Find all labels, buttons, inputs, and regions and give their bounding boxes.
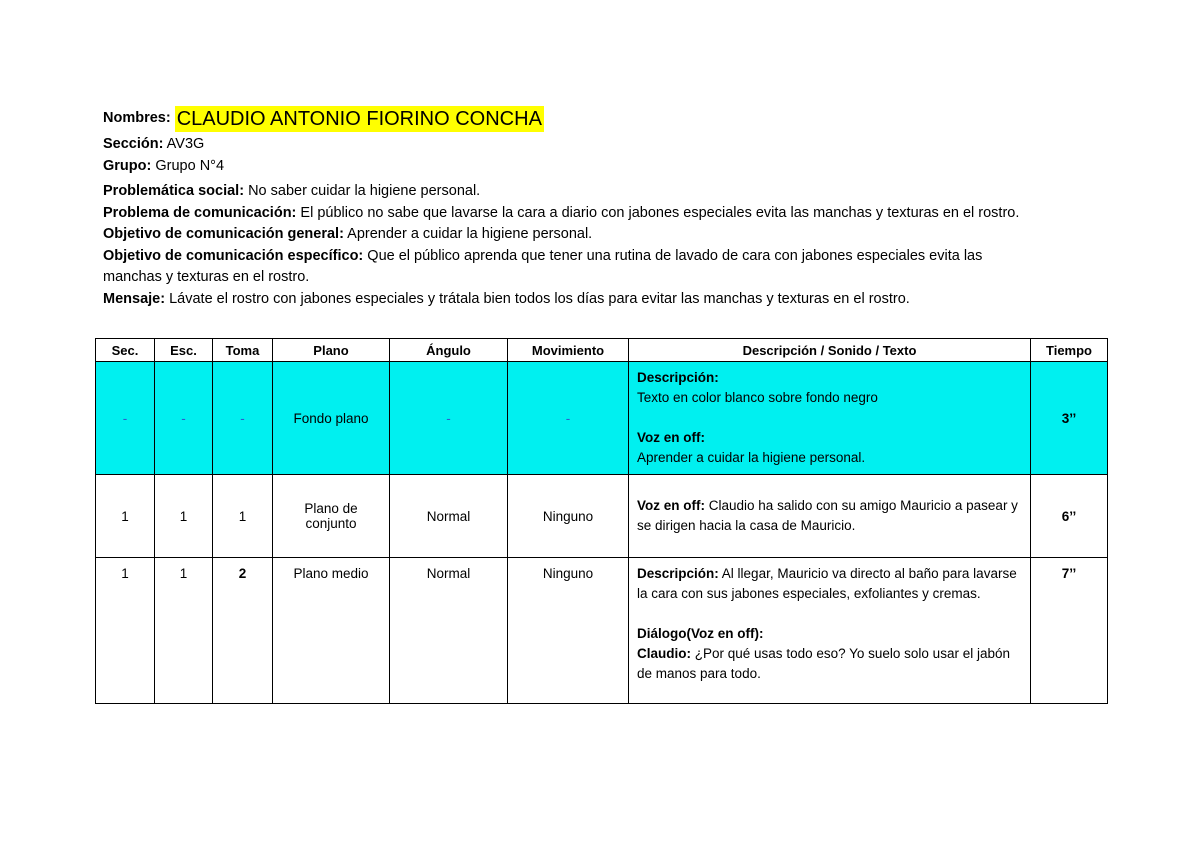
cell-angulo: Normal	[390, 475, 508, 558]
cell-toma: 2	[213, 558, 273, 704]
cell-plano: Fondo plano	[273, 362, 390, 475]
objetivo-general-value: Aprender a cuidar la higiene personal.	[347, 226, 593, 242]
column-header-sec: Sec.	[96, 339, 155, 362]
cell-movimiento: Ninguno	[508, 475, 629, 558]
cell-descripcion	[629, 362, 1031, 475]
column-header-esc: Esc.	[155, 339, 213, 362]
problema-comunicacion-label: Problema de comunicación:	[103, 204, 297, 221]
column-header-angulo: Ángulo	[390, 339, 508, 362]
cell-movimiento: -	[508, 362, 629, 475]
cell-sec: 1	[96, 475, 155, 558]
column-header-plano: Plano	[273, 339, 390, 362]
table-row	[96, 362, 1108, 475]
script-table	[95, 338, 1108, 704]
cell-esc: -	[155, 362, 213, 475]
cell-esc: 1	[155, 558, 213, 704]
objetivo-especifico-line	[103, 246, 1033, 289]
desc-text: Al llegar, Mauricio va directo al baño para lavarse la cara con sus jabones especiales, exfoliantes y cremas.	[637, 566, 1017, 601]
cell-angulo: Normal	[390, 558, 508, 704]
objetivo-general-line	[103, 224, 1113, 246]
problematica-label: Problemática social:	[103, 183, 245, 199]
column-header-tiempo: Tiempo	[1031, 339, 1108, 362]
document-header	[103, 104, 1113, 310]
voz-en-off-text: Aprender a cuidar la higiene personal.	[637, 450, 866, 465]
problema-comunicacion-value: El público no sabe que lavarse la cara a diario con jabones especiales evita las manchas y texturas en el rostro.	[300, 204, 1020, 221]
cell-toma: 1	[213, 475, 273, 558]
objetivo-general-label: Objetivo de comunicación general:	[103, 226, 344, 242]
claudio-text: ¿Por qué usas todo eso? Yo suelo solo usar el jabón de manos para todo.	[637, 646, 1010, 681]
mensaje-label: Mensaje:	[103, 290, 166, 307]
cell-esc: 1	[155, 475, 213, 558]
nombres-value: CLAUDIO ANTONIO FIORINO CONCHA	[176, 108, 542, 130]
cell-sec: -	[96, 362, 155, 475]
voz-en-off-label: Voz en off:	[637, 498, 705, 513]
table-header-row	[96, 339, 1108, 362]
voz-en-off-text: Claudio ha salido con su amigo Mauricio a pasear y se dirigen hacia la casa de Mauricio.	[637, 498, 1018, 533]
nombres-line	[103, 104, 1113, 134]
mensaje-line	[103, 289, 1113, 311]
nombres-label: Nombres:	[103, 110, 171, 127]
claudio-label: Claudio:	[637, 646, 691, 661]
problematica-value: No saber cuidar la higiene personal.	[248, 183, 481, 199]
mensaje-value: Lávate el rostro con jabones especiales y trátala bien todos los días para evitar las manchas y texturas en el rostro.	[169, 290, 910, 307]
cell-descripcion	[629, 475, 1031, 558]
cell-plano: Plano medio	[273, 558, 390, 704]
seccion-line	[103, 134, 1113, 156]
problematica-line	[103, 181, 1113, 203]
cell-angulo: -	[390, 362, 508, 475]
column-header-toma: Toma	[213, 339, 273, 362]
cell-movimiento: Ninguno	[508, 558, 629, 704]
objetivo-especifico-value: Que el público aprenda que tener una rutina de lavado de cara con jabones especiales evita las manchas y texturas en el rostro.	[103, 247, 983, 285]
seccion-label: Sección:	[103, 136, 164, 152]
cell-sec: 1	[96, 558, 155, 704]
grupo-value: Grupo N°4	[155, 157, 225, 174]
column-header-descripcion: Descripción / Sonido / Texto	[629, 339, 1031, 362]
desc-label: Descripción:	[637, 566, 719, 581]
table-row	[96, 558, 1108, 704]
grupo-line	[103, 156, 1113, 178]
cell-toma: -	[213, 362, 273, 475]
seccion-value: AV3G	[166, 136, 205, 152]
table-row	[96, 475, 1108, 558]
problema-comunicacion-line	[103, 203, 1113, 225]
dialogo-label: Diálogo(Voz en off):	[637, 626, 764, 641]
grupo-label: Grupo:	[103, 157, 152, 174]
desc-label: Descripción:	[637, 370, 719, 385]
objetivo-especifico-label: Objetivo de comunicación específico:	[103, 247, 364, 264]
voz-en-off-label: Voz en off:	[637, 430, 705, 445]
cell-tiempo: 7’’	[1031, 558, 1108, 704]
cell-plano: Plano de conjunto	[273, 475, 390, 558]
cell-descripcion	[629, 558, 1031, 704]
column-header-movimiento: Movimiento	[508, 339, 629, 362]
desc-text: Texto en color blanco sobre fondo negro	[637, 390, 878, 405]
cell-tiempo: 3’’	[1031, 362, 1108, 475]
cell-tiempo: 6’’	[1031, 475, 1108, 558]
